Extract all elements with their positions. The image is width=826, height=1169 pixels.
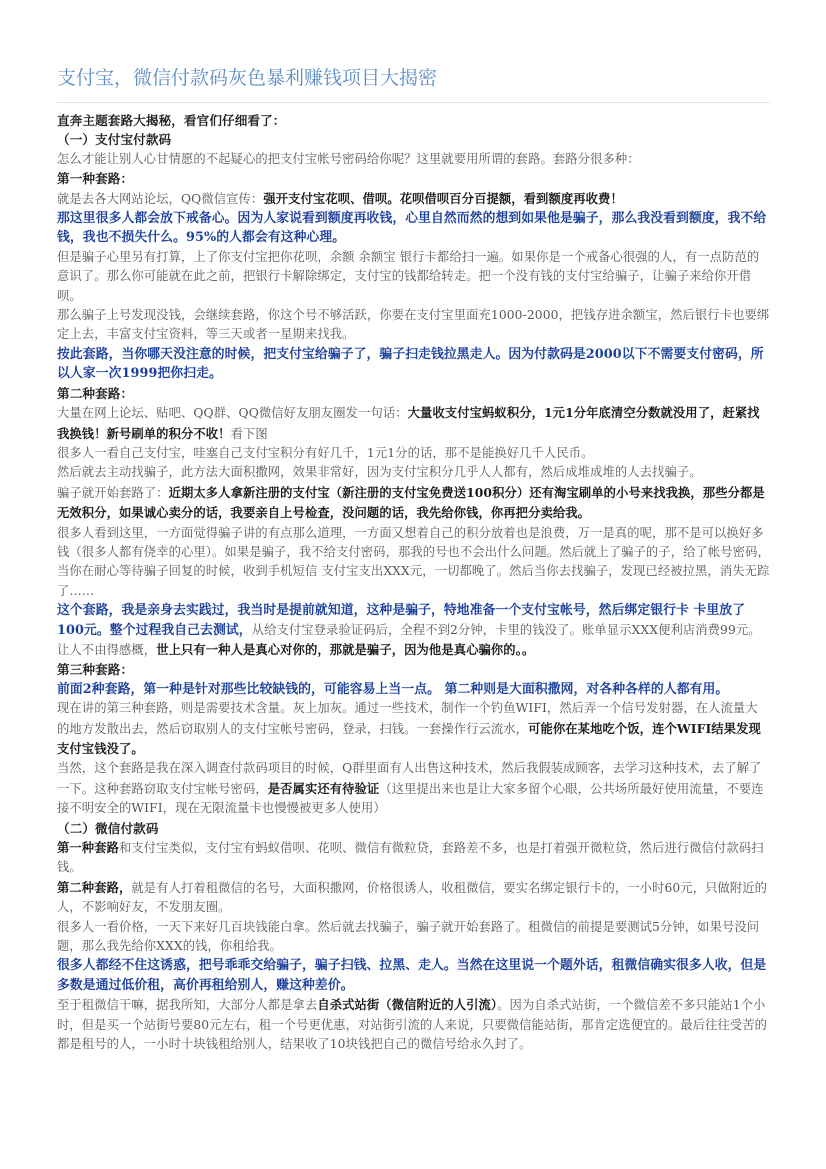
paragraph: 很多人一看价格，一天下来好几百块钱能白拿。然后就去找骗子，骗子就开始套路了。租微信的前提是要测试5分钟，如果号没问题，那么我先给你XXX的钱，你租给我。 bbox=[57, 919, 760, 954]
paragraph bbox=[57, 838, 770, 878]
paragraph: 很多人看到这里，一方面觉得骗子讲的有点那么道理，一方面又想着自己的积分放着也是浪费，万一是真的呢，那不是可以换好多钱（很多人都有侥幸的心里）。如果是骗子，我不给支付密码，那我的号也不会出什么问题。然后就上了骗子的子，给了帐号密码，当你在耐心等待骗子回复的时候，收到手机短信 支付宝支出XXX元，一切都晚了。然后当你去找骗子，发现已经被拉黑，消失无踪了…… bbox=[57, 525, 770, 598]
paragraph: 很多人一看自己支付宝，哇塞自己支付宝积分有好几千，1元1分的话，那不是能换好几千人民币。 bbox=[57, 445, 594, 460]
highlight-paragraph: 那这里很多人都会放下戒备心。因为人家说看到额度再收钱，心里自然而然的想到如果他是骗子，那么我没看到额度，我不给钱，我也不损失什么。95%的人都会有这种心理。 bbox=[57, 211, 767, 246]
text-span: 大量在网上论坛、贴吧、QQ群、QQ微信好友朋友圈发一句话： bbox=[57, 406, 408, 421]
paragraph bbox=[57, 878, 770, 918]
text-span: 骗子就开始套路了： bbox=[57, 485, 169, 500]
paragraph bbox=[57, 189, 770, 209]
section-heading-alipay: （一）支付宝付款码 bbox=[57, 132, 172, 148]
emphasis-text: 近期太多人拿新注册的支付宝（新注册的支付宝免费送100积分）还有淘宝刷单的小号来找我换，那些分都是无效积分，如果诚心卖分的话，我要亲自上号检查，没问题的话，我先给你钱，你再把分卖给我。 bbox=[57, 484, 765, 521]
paragraph: 怎么才能让别人心甘情愿的不起疑心的把支付宝帐号密码给你呢？这里就要用所谓的套路。套路分很多种： bbox=[57, 151, 640, 166]
emphasis-text: 可能你在某地吃个饭，连个WIFI结果发现支付宝钱没了。 bbox=[57, 720, 761, 756]
emphasis-text: 世上只有一种人是真心对你的，那就是骗子，因为他是真心骗你的。。 bbox=[156, 641, 535, 657]
text-span: 就是有人打着租微信的名号，大面积撒网，价格很诱人，收租微信，要实名绑定银行卡的，一小时60元，只做附近的人，不影响好友，不发朋友圈。 bbox=[57, 880, 768, 915]
emphasis-text: 大量收支付宝蚂蚁积分，1元1分年底清空分数就没用了，赶紧找我换钱！新号刷单的积分不收！ bbox=[57, 405, 760, 441]
paragraph bbox=[57, 759, 770, 818]
paragraph: 然后就去主动找骗子，此方法大面积撒网，效果非常好，因为支付宝积分几乎人人都有，然后成堆成堆的人去找骗子。 bbox=[57, 465, 702, 480]
paragraph bbox=[57, 483, 770, 524]
paragraph: 那么骗子上号发现没钱，会继续套路，你这个号不够活跃，你要在支付宝里面充1000-2000，把钱存进余额宝，然后银行卡也要绑定上去，丰富支付宝资料，等三天或者一星期来找我。 bbox=[57, 308, 770, 342]
paragraph: 但是骗子心里另有打算，上了你支付宝把你花呗，余额 余额宝 银行卡都给扫一遍。如果你是一个戒备心很强的人，有一点防范的意识了。那么你可能就在此之前，把银行卡解除绑定，支付宝的钱都给转走。把一个没有钱的支付宝给骗子，让骗子来给你开借呗。 bbox=[57, 249, 760, 303]
title-divider bbox=[57, 102, 770, 103]
paragraph bbox=[57, 995, 770, 1054]
highlight-text: 这个套路，我是亲身去实践过，我当时是提前就知道，这种是骗子，特地准备一个支付宝帐号，然后绑定银行卡 卡里放了100元。整个过程我自己去测试， bbox=[57, 603, 746, 638]
text-span: 从给支付宝登录验证码后，全程不到2分钟，卡里的钱没了。账单显示XXX便利店消费99元。让人不由得感概， bbox=[57, 622, 761, 657]
intro-heading: 直奔主题套路大揭秘，看官们仔细看了： bbox=[57, 113, 286, 128]
see-image-text: 看下图 bbox=[230, 426, 268, 441]
emphasis-text: 自杀式站街（微信附近的人引流） bbox=[317, 997, 498, 1013]
text-span: 。因为自杀式站街，一个微信差不多只能站1个小时，但是买一个站街号要80元左右，租一个号更优惠，对站街引流的人来说，只要微信能站街，那肯定选便宜的。最后往往受苦的都是租号的人，一小时十块钱租给别人，结果收了10块钱把自己的微信号给永久封了。 bbox=[57, 998, 768, 1052]
text-span: 当然，这个套路是我在深入调查付款码项目的时候，Q群里面有人出售这种技术，然后我假装成顾客，去学习这种技术，去了解了一下。这种套路窃取支付宝帐号密码， bbox=[57, 761, 762, 796]
page-title: 支付宝，微信付款码灰色暴利赚钱项目大揭密 bbox=[57, 67, 438, 89]
emphasis-text: 第一种套路 bbox=[57, 840, 119, 856]
paragraph bbox=[57, 699, 770, 759]
highlight-paragraph: 前面2种套路，第一种是针对那些比较缺钱的，可能容易上当一点。 第二种则是大面积撒网，对各种各样的人都有用。 bbox=[57, 681, 729, 697]
subheading-trick-2: 第二种套路： bbox=[57, 385, 134, 401]
article-body bbox=[57, 111, 770, 1055]
emphasis-text: 是否属实还有待验证 bbox=[267, 780, 380, 796]
emphasis-text: 强开支付宝花呗、借呗。花呗借呗百分百提额，看到额度再收费！ bbox=[263, 190, 623, 206]
highlight-paragraph: 很多人都经不住这诱惑，把号乖乖交给骗子，骗子扫钱、拉黑、走人。当然在这里说一个题外话，租微信确实很多人收，但是多数是通过低价租，高价再租给别人，赚这种差价。 bbox=[57, 958, 767, 993]
text-span: 就是去各大网站论坛，QQ微信宣传： bbox=[57, 191, 264, 206]
text-span: 和支付宝类似，支付宝有蚂蚁借呗、花呗、微信有微粒贷，套路差不多，也是打着强开微粒贷，然后进行微信付款码扫钱。 bbox=[57, 841, 764, 875]
paragraph bbox=[57, 403, 770, 444]
emphasis-text: 第二种套路， bbox=[57, 879, 132, 895]
text-span: 至于租微信干嘛，据我所知，大部分人都是拿去 bbox=[57, 998, 318, 1013]
section-heading-wechat: （二）微信付款码 bbox=[57, 820, 159, 836]
highlight-paragraph: 按此套路，当你哪天没注意的时候，把支付宝给骗子了，骗子扫走钱拉黑走人。因为付款码是2000以下不需要支付密码，所以人家一次1999把你扫走。 bbox=[57, 346, 764, 382]
subheading-trick-1: 第一种套路： bbox=[57, 171, 134, 187]
paragraph bbox=[57, 601, 770, 660]
subheading-trick-3: 第三种套路： bbox=[57, 662, 134, 678]
text-span: 现在讲的第三种套路，则是需要技术含量。灰上加灰。通过一些技术，制作一个钓鱼WIFI，然后弄一个信号发射器，在人流量大的地方发散出去，然后窃取别人的支付宝帐号密码，登录，扫钱。一套操作行云流水， bbox=[57, 701, 758, 736]
text-span: （这里提出来也是让大家多留个心眼，公共场所最好使用流量，不要连接不明安全的WIFI，现在无限流量卡也慢慢被更多人使用） bbox=[57, 781, 764, 816]
